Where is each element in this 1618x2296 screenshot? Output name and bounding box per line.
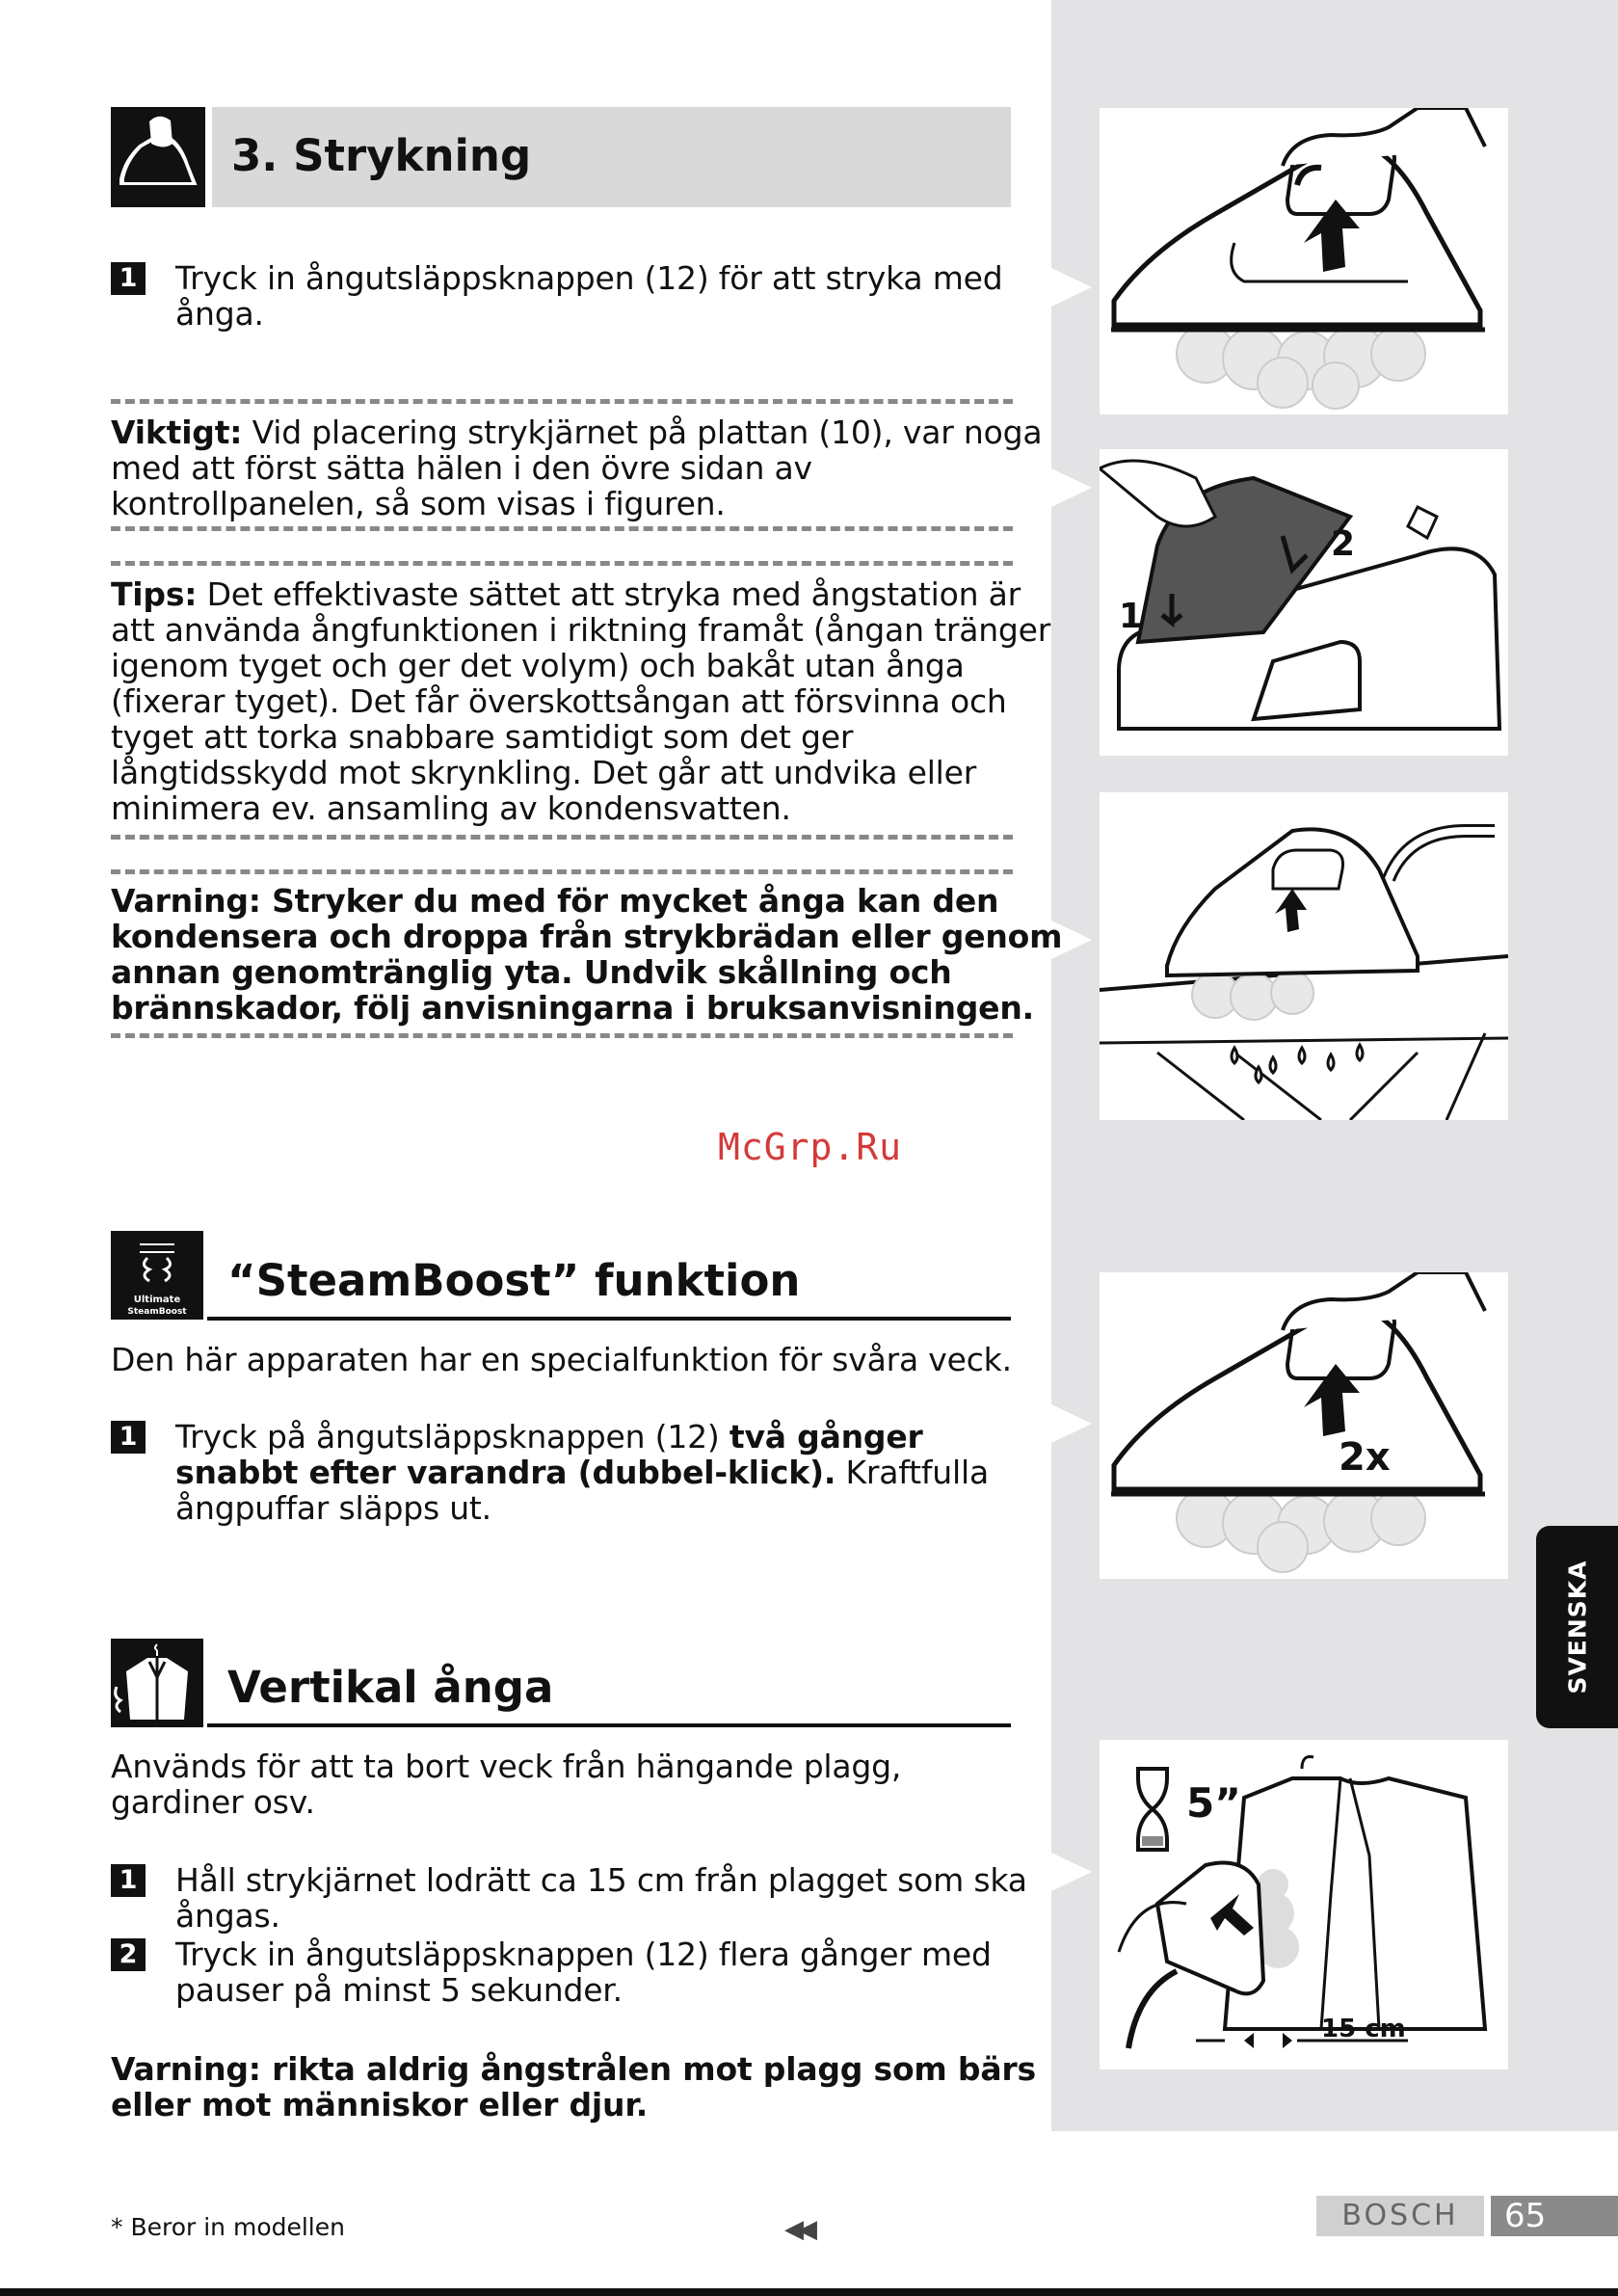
divider xyxy=(111,399,1013,404)
important-note: Viktigt: Vid placering strykjärnet på plattan (10), var noga med att först sätta hälen i den övre sidan av kontrollpanelen, så som visas i figuren. xyxy=(111,414,1043,522)
watermark: McGrp.Ru xyxy=(718,1126,903,1168)
figure-vertical-steam xyxy=(1100,1740,1508,2069)
steamboost-intro: Den här apparaten har en specialfunktion för svåra veck. xyxy=(111,1341,1012,1378)
step-text: Tryck in ångutsläppsknappen (12) flera gånger med pauser på minst 5 sekunder. xyxy=(175,1936,992,2009)
step-number: 1 xyxy=(111,262,146,295)
vertical-warning: Varning: rikta aldrig ångstrålen mot plagg som bärs eller mot människor eller djur. xyxy=(111,2050,1036,2123)
vertical-intro: Används för att ta bort veck från hängande plagg, gardiner osv. xyxy=(111,1748,902,1821)
divider xyxy=(111,869,1013,874)
step-text: Tryck in ångutsläppsknappen (12) för att stryka med ånga. xyxy=(175,259,1003,333)
figure-iron-on-base xyxy=(1100,449,1508,756)
heading-rule xyxy=(207,1723,1011,1727)
tips-note: Tips: Det effektivaste sättet att stryka med ångstation är att använda ångfunktionen i riktning framåt (ångan tränger igenom tyget och ger det volym) och bakåt utan ånga (fixerar tyget). Det får överskottsångan att försvinna och tyget att torka snabbare samtidigt som det ger långtidsskydd mot skrynkling. Det går att undvika eller minimera ev. ansamling av kondensvatten. xyxy=(111,575,1051,827)
divider xyxy=(111,561,1013,566)
step-text: Håll strykjärnet lodrätt ca 15 cm från plagget som ska ångas. xyxy=(175,1861,1027,1935)
figure-label: 2x xyxy=(1339,1435,1391,1480)
figure-label: 2 xyxy=(1331,524,1356,564)
footer-note: * Beror in modellen xyxy=(111,2213,345,2241)
figure-pointer xyxy=(1051,1404,1092,1443)
step-number: 2 xyxy=(111,1938,146,1971)
step-number: 1 xyxy=(111,1864,146,1897)
previous-page-icon[interactable]: ◀◀ xyxy=(784,2215,811,2244)
section-title-steamboost: “SteamBoost” funktion xyxy=(227,1255,801,1306)
vertical-steam-icon xyxy=(111,1639,203,1727)
section-title-vertical: Vertikal ånga xyxy=(227,1662,554,1713)
figure-pointer xyxy=(1051,468,1092,507)
timer-label: 5” xyxy=(1186,1779,1241,1827)
distance-label: 15 cm xyxy=(1321,2015,1406,2043)
svg-text:Ultimate: Ultimate xyxy=(133,1295,181,1305)
figure-pointer xyxy=(1051,268,1092,307)
divider xyxy=(111,835,1013,840)
figure-iron-steam xyxy=(1100,108,1508,414)
step-number: 1 xyxy=(111,1421,146,1454)
bottom-rule xyxy=(0,2288,1618,2296)
figure-label: 1 xyxy=(1119,597,1144,636)
figure-double-click xyxy=(1100,1272,1508,1579)
step-text: Tryck på ångutsläppsknappen (12) två gånger snabbt efter varandra (dubbel-klick). Kraftfulla ångpuffar släpps ut. xyxy=(175,1418,989,1527)
ironing-icon xyxy=(111,107,205,207)
figure-ironing-board-drips xyxy=(1100,792,1508,1120)
svg-text:SteamBoost: SteamBoost xyxy=(127,1307,187,1317)
divider xyxy=(111,1033,1013,1038)
divider xyxy=(111,526,1013,531)
figure-pointer xyxy=(1051,1853,1092,1891)
heading-rule xyxy=(207,1317,1011,1321)
steamboost-icon xyxy=(111,1231,203,1320)
section-title-ironing: 3. Strykning xyxy=(231,130,532,181)
warning-note: Varning: Stryker du med för mycket ånga kan den kondensera och droppa från strykbrädan eller genom annan genomtränglig yta. Undvik skållning och brännskador, följ anvisningarna i bruksanvisningen. xyxy=(111,882,1063,1027)
language-tab: SVENSKA xyxy=(1536,1526,1618,1728)
page-number: 65 xyxy=(1491,2196,1618,2236)
brand-label: BOSCH xyxy=(1316,2196,1484,2236)
